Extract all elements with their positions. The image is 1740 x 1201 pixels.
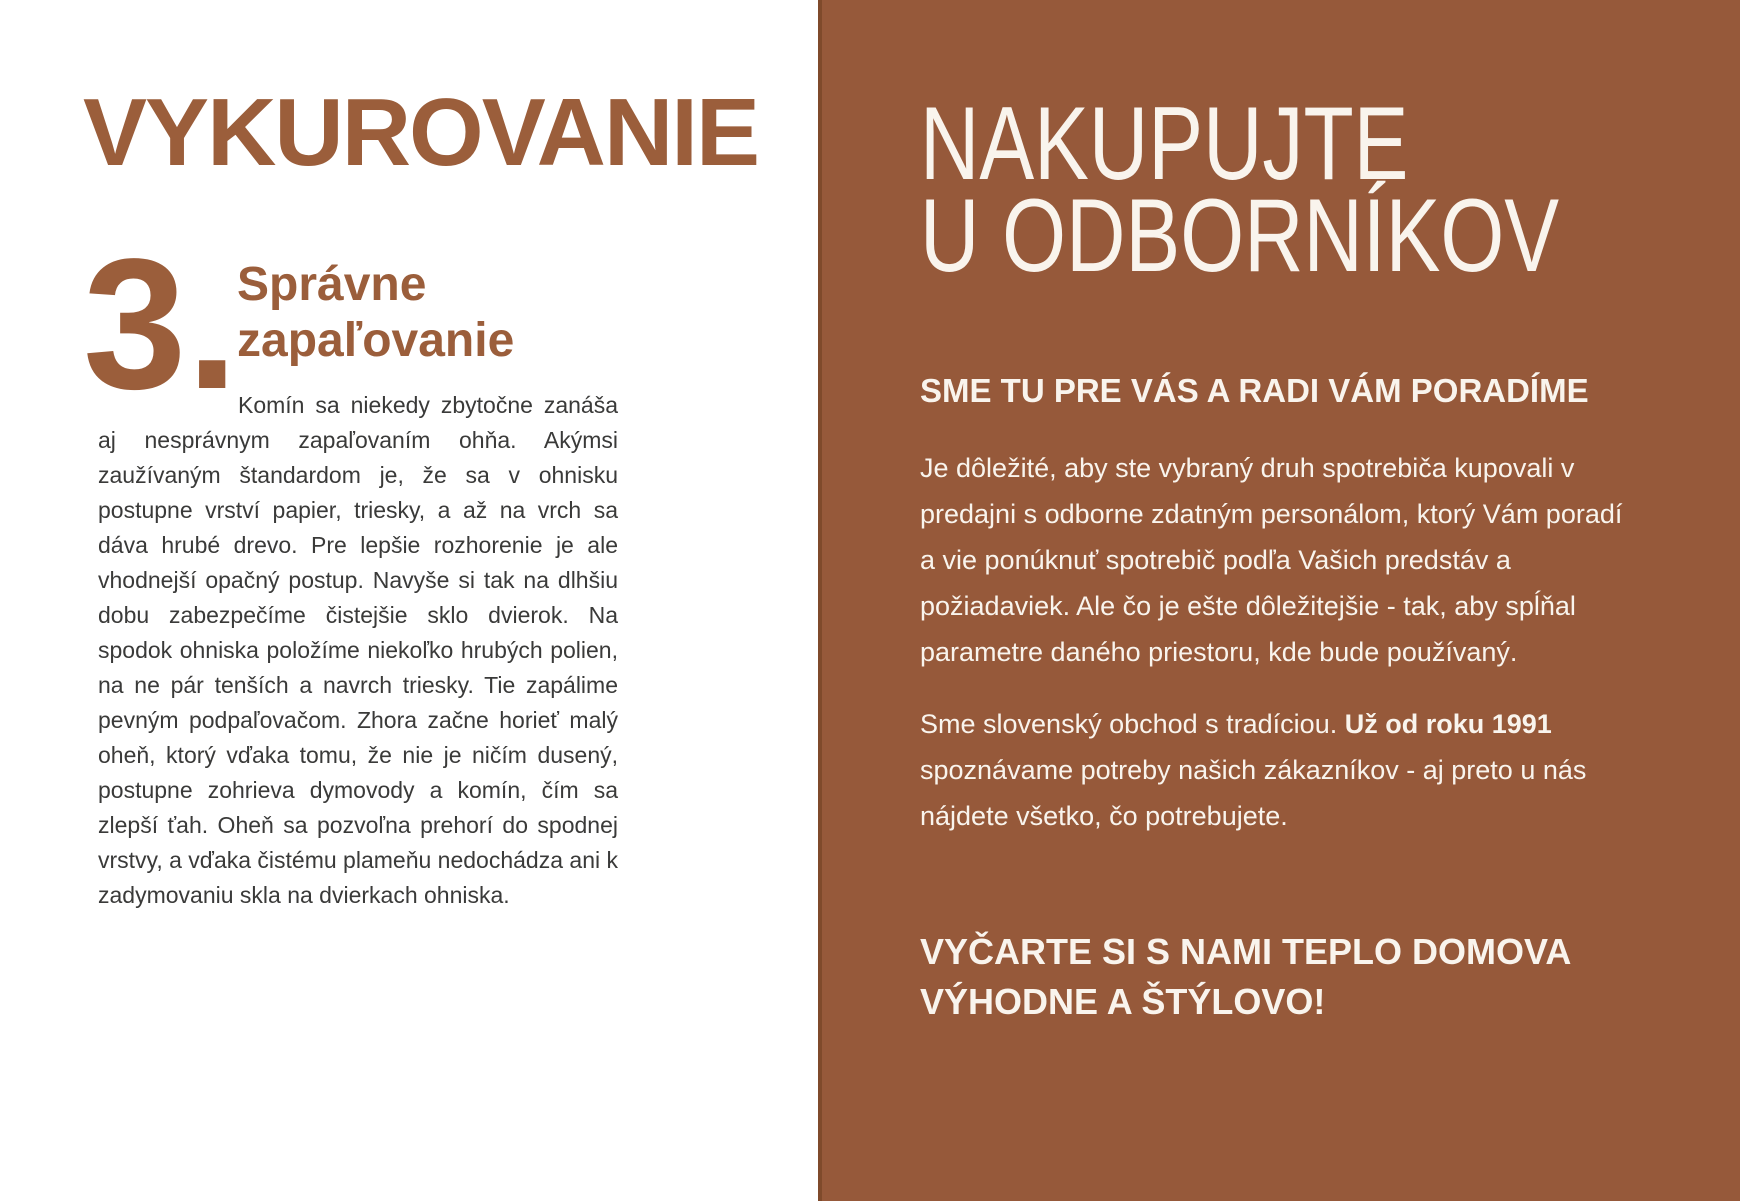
cta-line2: VÝHODNE A ŠTÝLOVO! xyxy=(920,981,1326,1022)
paragraph2-suffix: spoznávame potreby našich zákazníkov - aj preto u nás nájdete všetko, čo potrebujete. xyxy=(920,755,1587,831)
right-page-title xyxy=(920,86,1560,294)
section-heading-line2: zapaľovanie xyxy=(237,314,515,367)
paragraph2-prefix: Sme slovenský obchod s tradíciou. xyxy=(920,709,1345,739)
right-paragraph-2 xyxy=(920,701,1626,839)
right-page xyxy=(818,0,1740,1201)
paragraph2-bold-highlight: Už od roku 1991 xyxy=(1344,709,1552,739)
cta-line1: VYČARTE SI S NAMI TEPLO DOMOVA xyxy=(920,931,1572,972)
right-title-line1: NAKUPUJTE xyxy=(920,86,1409,202)
left-body-paragraph: Komín sa niekedy zbytočne zanáša aj nesprávnym zapaľovaním ohňa. Akýmsi zaužívaným štandardom je, že sa v ohnisku postupne vrství papier, triesky, a až na vrch sa dáva hrubé drevo. Pre lepšie rozhorenie je ale vhodnejší opačný postup. Navyše si tak na dlhšiu dobu zabezpečíme čistejšie sklo dvierok. Na spodok ohniska položíme niekoľko hrubých polien, na ne pár tenších a navrch triesky. Tie zapálime pevným podpaľovačom. Zhora začne horieť malý oheň, ktorý vďaka tomu, že nie je ničím dusený, postupne zohrieva dymovody a komín, čím sa zlepší ťah. Oheň sa pozvoľna prehorí do spodnej vrstvy, a vďaka čistému plameňu nedochádza ani k zadymovaniu skla na dvierkach ohniska. xyxy=(98,392,618,908)
right-paragraph-1: Je dôležité, aby ste vybraný druh spotrebiča kupovali v predajni s odborne zdatným personálom, ktorý Vám poradí a vie ponúknuť spotrebič podľa Vašich predstáv a požiadaviek. Ale čo je ešte dôležitejšie - tak, aby spĺňal parametre daného priestoru, kde bude používaný. xyxy=(920,453,1623,667)
right-title-line2: U ODBORNÍKOV xyxy=(920,178,1560,294)
section-number: 3. xyxy=(83,221,239,428)
left-page-title: VYKUROVANIE xyxy=(83,79,758,186)
right-subheading: SME TU PRE VÁS A RADI VÁM PORADÍME xyxy=(920,372,1589,409)
call-to-action xyxy=(920,927,1680,1027)
section-heading xyxy=(237,257,514,369)
section-heading-line1: Správne xyxy=(237,258,427,311)
